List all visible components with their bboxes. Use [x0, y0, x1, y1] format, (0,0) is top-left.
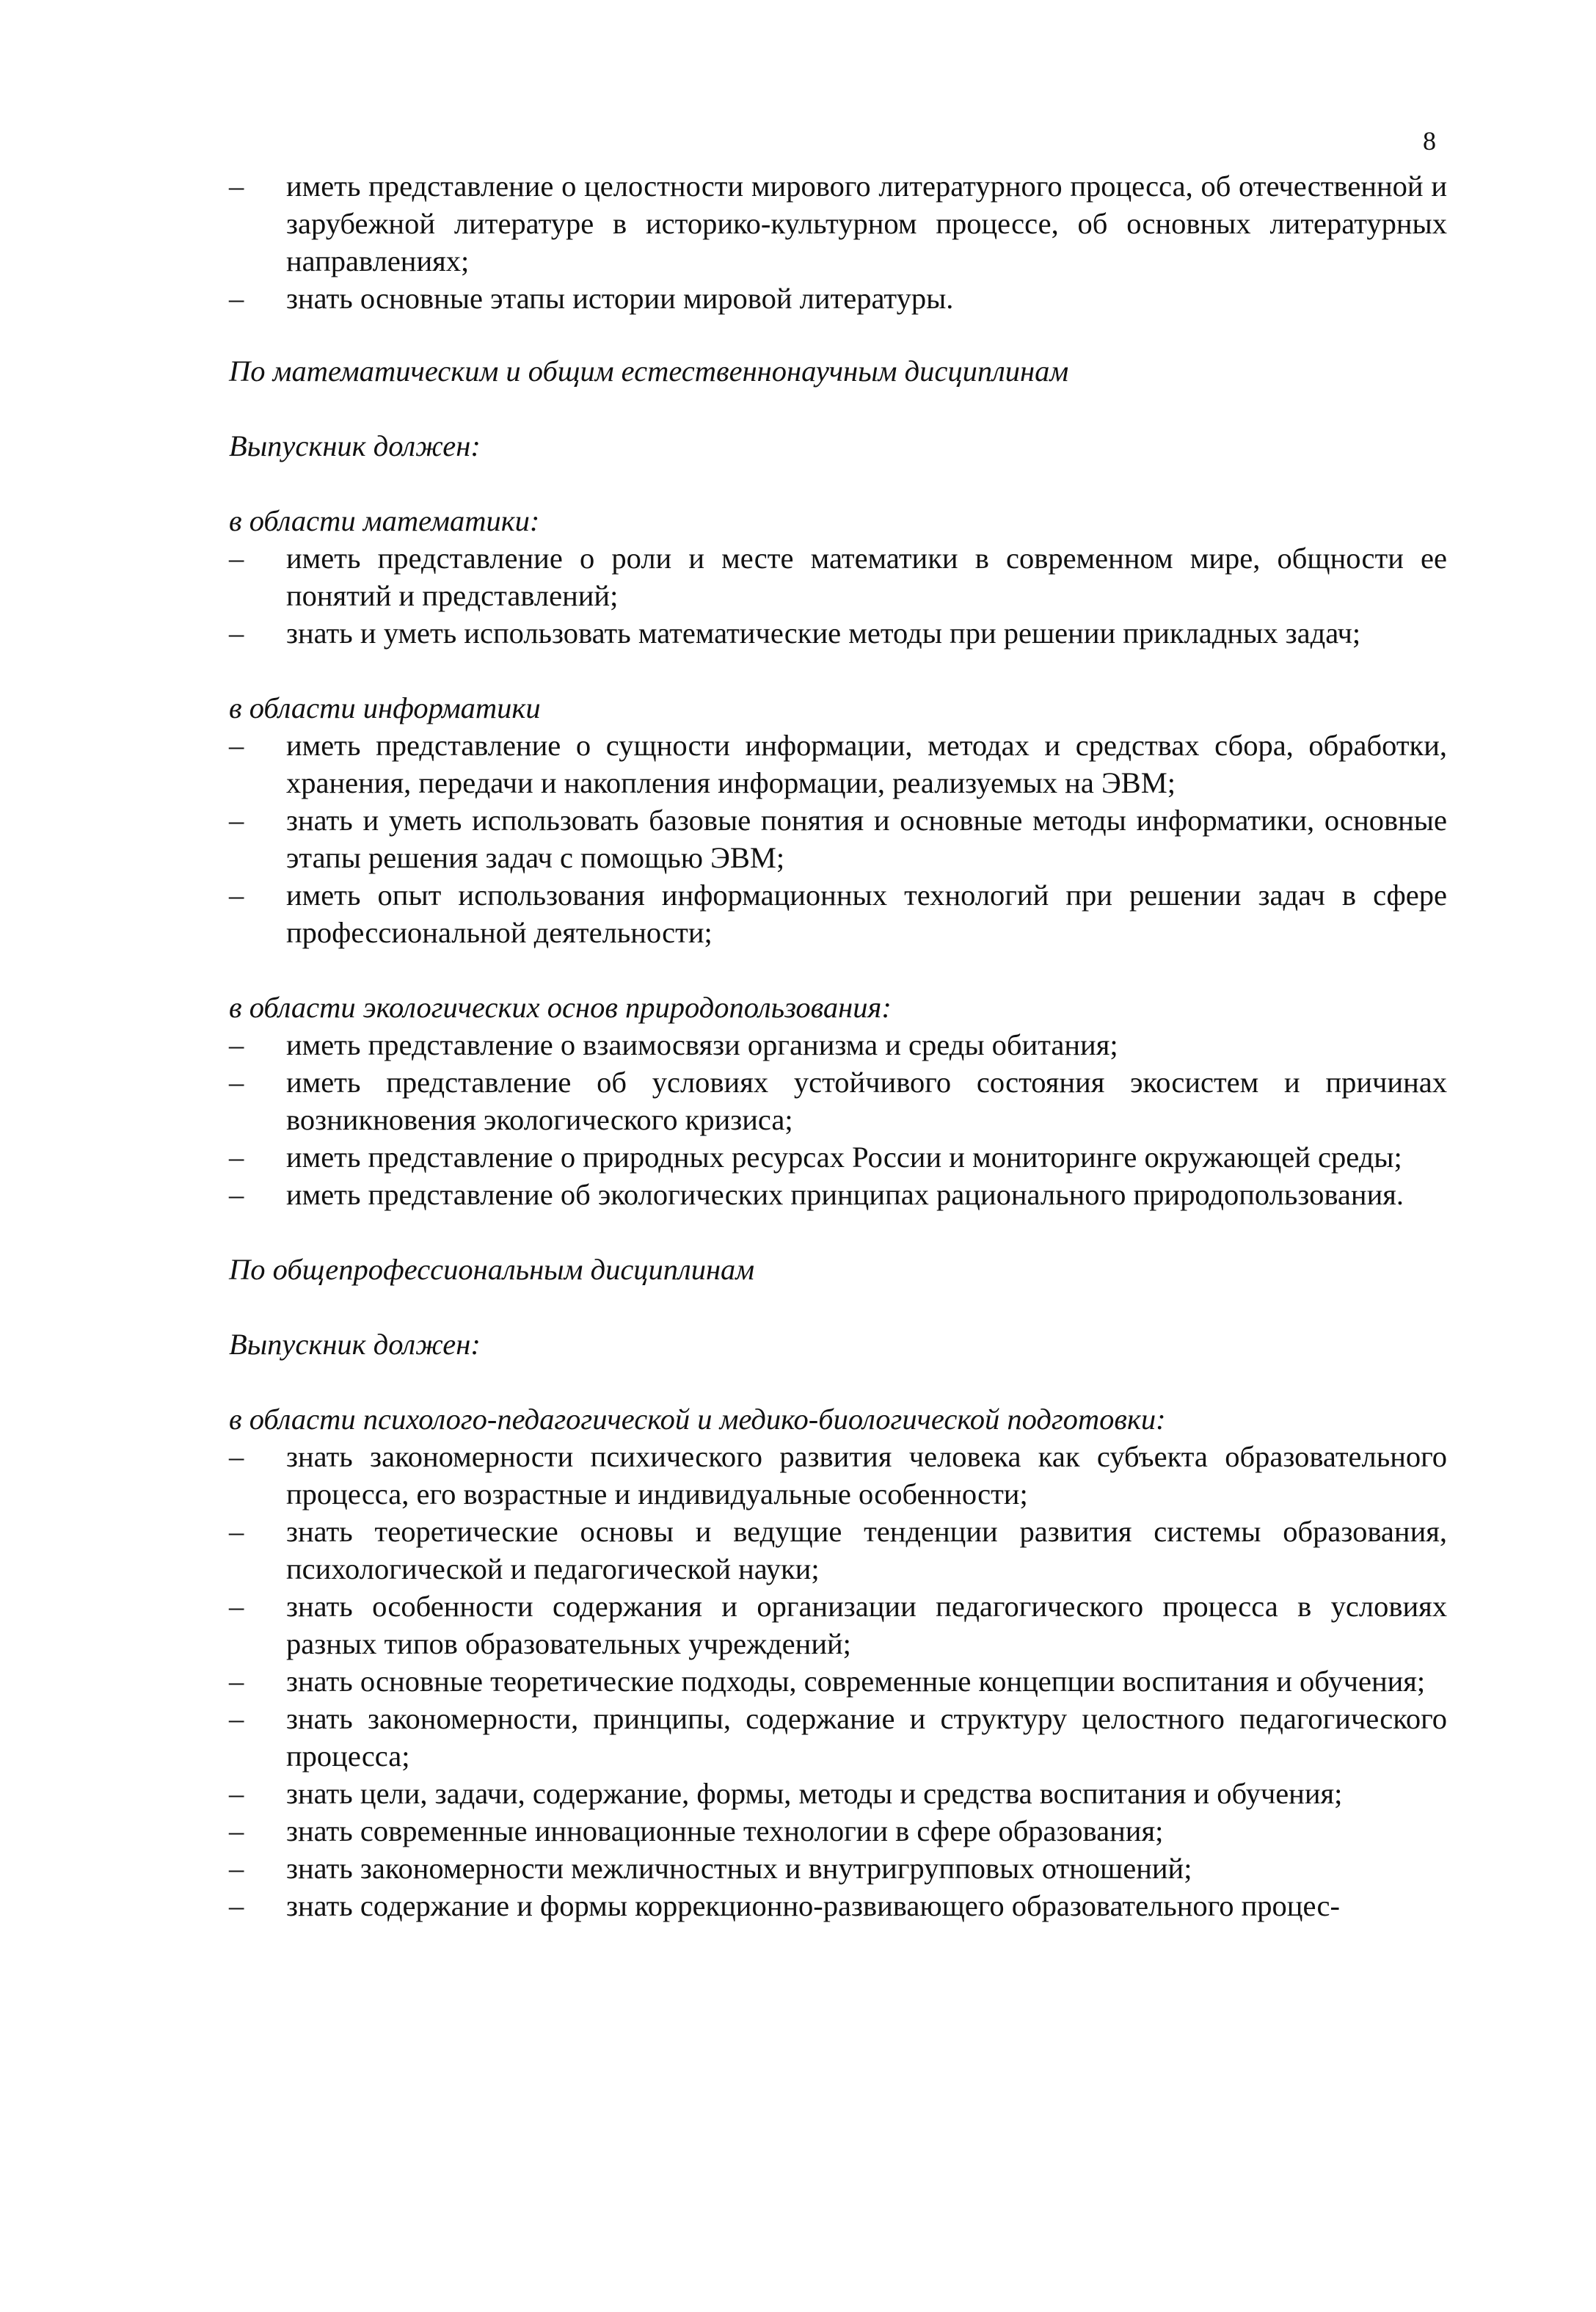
dash-bullet: – — [229, 1440, 244, 1473]
graduate-line-professional: Выпускник должен: — [229, 1328, 481, 1361]
section-title-math: По математическим и общим естественнонаучным дисциплинам — [229, 355, 1069, 388]
dash-bullet: – — [229, 804, 244, 837]
section-title-professional: По общепрофессиональным дисциплинам — [229, 1253, 755, 1286]
mathematics-list — [229, 539, 1447, 652]
psychology-list — [229, 1438, 1447, 1924]
list-item-text: иметь представление о роли и месте математики в современном мире, общности ее понятий и представлений; — [286, 542, 1447, 612]
dash-bullet: – — [229, 170, 244, 203]
list-item — [229, 727, 1447, 801]
list-item — [229, 1700, 1447, 1775]
list-item — [229, 1850, 1447, 1887]
list-item — [229, 1588, 1447, 1662]
list-item — [229, 1662, 1447, 1700]
list-item — [229, 1176, 1447, 1213]
list-item — [229, 614, 1447, 652]
dash-bullet: – — [229, 282, 244, 315]
dash-bullet: – — [229, 1889, 244, 1922]
list-item-text: знать цели, задачи, содержание, формы, методы и средства воспитания и обучения; — [286, 1777, 1343, 1810]
list-item — [229, 167, 1447, 280]
list-item — [229, 1887, 1447, 1924]
document-body — [229, 167, 1447, 1924]
group-heading-psychology: в области психолого-педагогической и медико-биологической подготовки: — [229, 1403, 1166, 1436]
dash-bullet: – — [229, 1702, 244, 1735]
list-item-text: знать содержание и формы коррекционно-развивающего образовательного процес- — [286, 1889, 1340, 1922]
list-item — [229, 1775, 1447, 1812]
graduate-line-math: Выпускник должен: — [229, 429, 481, 462]
dash-bullet: – — [229, 879, 244, 912]
list-item-text: иметь представление об условиях устойчивого состояния экосистем и причинах возникновения экологического кризиса; — [286, 1066, 1447, 1136]
list-item-text: знать теоретические основы и ведущие тенденции развития системы образования, психологической и педагогической науки; — [286, 1515, 1447, 1585]
list-item — [229, 1138, 1447, 1176]
list-item — [229, 801, 1447, 876]
list-item-text: иметь представление о природных ресурсах России и мониторинге окружающей среды; — [286, 1141, 1402, 1174]
list-item-text: знать современные инновационные технологии в сфере образования; — [286, 1814, 1164, 1847]
dash-bullet: – — [229, 729, 244, 762]
dash-bullet: – — [229, 1777, 244, 1810]
list-item-text: иметь представление об экологических принципах рационального природопользования. — [286, 1178, 1404, 1211]
list-item-text: знать и уметь использовать математические методы при решении прикладных задач; — [286, 617, 1361, 650]
list-item-text: иметь опыт использования информационных технологий при решении задач в сфере профессиональной деятельности; — [286, 879, 1447, 949]
list-item — [229, 1438, 1447, 1513]
list-item-text: знать особенности содержания и организации педагогического процесса в условиях разных типов образовательных учреждений; — [286, 1590, 1447, 1660]
group-heading-informatics: в области информатики — [229, 691, 541, 724]
dash-bullet: – — [229, 617, 244, 650]
ecology-list — [229, 1026, 1447, 1213]
dash-bullet: – — [229, 1066, 244, 1099]
dash-bullet: – — [229, 1590, 244, 1623]
informatics-list — [229, 727, 1447, 951]
list-item — [229, 1064, 1447, 1138]
group-heading-ecology: в области экологических основ природопользования: — [229, 991, 892, 1024]
list-item — [229, 280, 1447, 317]
list-item-text: знать и уметь использовать базовые понятия и основные методы информатики, основные этапы решения задач с помощью ЭВМ; — [286, 804, 1447, 874]
dash-bullet: – — [229, 1028, 244, 1061]
dash-bullet: – — [229, 1665, 244, 1698]
list-item-text: знать основные теоретические подходы, современные концепции воспитания и обучения; — [286, 1665, 1426, 1698]
dash-bullet: – — [229, 1141, 244, 1174]
list-item — [229, 1513, 1447, 1588]
list-item — [229, 1812, 1447, 1850]
page-number: 8 — [1423, 126, 1436, 156]
dash-bullet: – — [229, 1515, 244, 1548]
list-item — [229, 1026, 1447, 1064]
list-item-text: иметь представление о целостности мирового литературного процесса, об отечественной и зарубежной литературе в историко-культурном процессе, об основных литературных направлениях; — [286, 170, 1447, 277]
list-item-text: иметь представление о сущности информации, методах и средствах сбора, обработки, хранения, передачи и накопления информации, реализуемых на ЭВМ; — [286, 729, 1447, 799]
group-heading-mathematics: в области математики: — [229, 504, 540, 537]
list-item — [229, 539, 1447, 614]
list-item-text: знать основные этапы истории мировой литературы. — [286, 282, 954, 315]
intro-list — [229, 167, 1447, 317]
dash-bullet: – — [229, 542, 244, 575]
list-item-text: знать закономерности межличностных и внутригрупповых отношений; — [286, 1852, 1192, 1885]
list-item-text: знать закономерности, принципы, содержание и структуру целостного педагогического процесса; — [286, 1702, 1447, 1773]
list-item-text: знать закономерности психического развития человека как субъекта образовательного процесса, его возрастные и индивидуальные особенности; — [286, 1440, 1447, 1511]
dash-bullet: – — [229, 1814, 244, 1847]
dash-bullet: – — [229, 1852, 244, 1885]
list-item — [229, 876, 1447, 951]
dash-bullet: – — [229, 1178, 244, 1211]
list-item-text: иметь представление о взаимосвязи организма и среды обитания; — [286, 1028, 1118, 1061]
